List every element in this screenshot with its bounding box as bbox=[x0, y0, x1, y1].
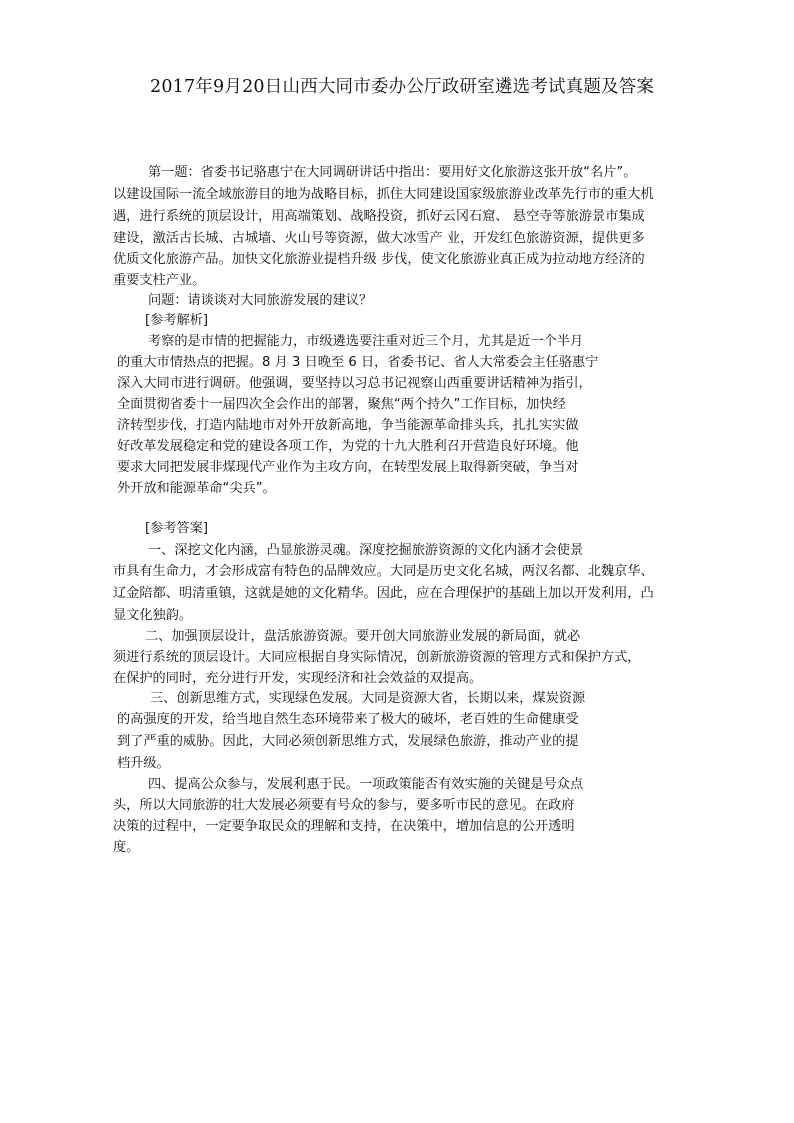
analysis-line: 考察的是市情的把握能力，市级遴选要注重对近三个月，尤其是近一个半月 bbox=[148, 334, 584, 349]
answer-line: 在保护的同时，充分进行开发，实现经济和社会效益的双提高。 bbox=[113, 671, 483, 686]
question-prompt: 问题：请谈谈对大同旅游发展的建议？ bbox=[148, 293, 373, 308]
answer-line: 头，所以大同旅游的壮大发展必须要有号众的参与，要多听市民的意见。在政府 bbox=[113, 798, 575, 813]
answer-line: 二、加强顶层设计，盘活旅游资源。要开创大同旅游业发展的新局面，就必 bbox=[145, 629, 581, 644]
answer-line: 一、深挖文化内涵，凸显旅游灵魂。深度挖掘旅游资源的文化内涵才会使景 bbox=[148, 543, 584, 558]
answer-line: 度。 bbox=[113, 840, 140, 855]
answer-line: 的高强度的开发，给当地自然生态环境带来了极大的破坏，老百姓的生命健康受 bbox=[117, 712, 579, 727]
analysis-line: 深入大同市进行调研。他强调，要坚持以习总书记视察山西重要讲话精神为指引， bbox=[117, 376, 592, 391]
answer-line: 到了严重的威胁。因此，大同必须创新思维方式，发展绿色旅游，推动产业的提 bbox=[117, 734, 579, 749]
answer-heading: [参考答案] bbox=[145, 521, 209, 536]
answer-line: 决策的过程中，一定要争取民众的理解和支持，在决策中，增加信息的公开透明 bbox=[113, 819, 575, 834]
analysis-line: 好改革发展稳定和党的建设各项工作，为党的十九大胜利召开营造良好环境。他 bbox=[117, 439, 579, 454]
answer-line: 市具有生命力，才会形成富有特色的品牌效应。大同是历史文化名城，两汉名都、北魏京华、 bbox=[113, 564, 654, 579]
answer-line: 须进行系统的顶层设计。大同应根据自身实际情况，创新旅游资源的管理方式和保护方式， bbox=[113, 650, 641, 665]
question-line: 以建设国际一流全域旅游目的地为战略目标，抓住大同建设国家级旅游业改革先行市的重大机 bbox=[113, 187, 654, 202]
question-line: 第一题：省委书记骆惠宁在大同调研讲话中指出：要用好文化旅游这张开放“名片”。 bbox=[148, 165, 637, 180]
answer-line: 档升级。 bbox=[117, 756, 170, 771]
analysis-line: 济转型步伐，打造内陆地市对外开放新高地，争当能源革命排头兵，扎扎实实做 bbox=[117, 418, 579, 433]
analysis-heading: [参考解析] bbox=[145, 313, 209, 328]
analysis-line: 要求大同把发展非煤现代产业作为主攻方向，在转型发展上取得新突破，争当对 bbox=[117, 460, 579, 475]
question-line: 重要支柱产业。 bbox=[113, 273, 206, 288]
analysis-line: 外开放和能源革命“尖兵”。 bbox=[117, 481, 276, 496]
answer-line: 三、创新思维方式，实现绿色发展。大同是资源大省，长期以来，煤炭资源 bbox=[150, 691, 586, 706]
answer-line: 四、提高公众参与，发展利惠于民。一项政策能否有效实施的关键是号众点 bbox=[148, 777, 584, 792]
analysis-line: 的重大市情热点的把握。8 月 3 日晚至 6 日，省委书记、省人大常委会主任骆惠宁 bbox=[117, 355, 599, 370]
question-line: 建设，激活古长城、古城墙、火山号等资源，做大冰雪产 业，开发红色旅游资源，提供更多 bbox=[113, 231, 645, 246]
answer-line: 辽金陪都、明清重镇，这就是她的文化精华。因此，应在合理保护的基础上加以开发利用，凸 bbox=[113, 586, 654, 601]
question-line: 优质文化旅游产品。加快文化旅游业提档升级 步伐，使文化旅游业真正成为拉动地方经济的 bbox=[113, 252, 645, 267]
document-title: 2017年9月20日山西大同市委办公厅政研室遴选考试真题及答案 bbox=[150, 77, 655, 97]
question-line: 遇，进行系统的顶层设计，用高端策划、战略投资，抓好云冈石窟、 悬空寺等旅游景市集成 bbox=[113, 209, 645, 224]
analysis-line: 全面贯彻省委十一届四次全会作出的部署，聚焦“两个持久”工作目标，加快经 bbox=[117, 397, 566, 412]
answer-line: 显文化独韵。 bbox=[113, 608, 193, 623]
